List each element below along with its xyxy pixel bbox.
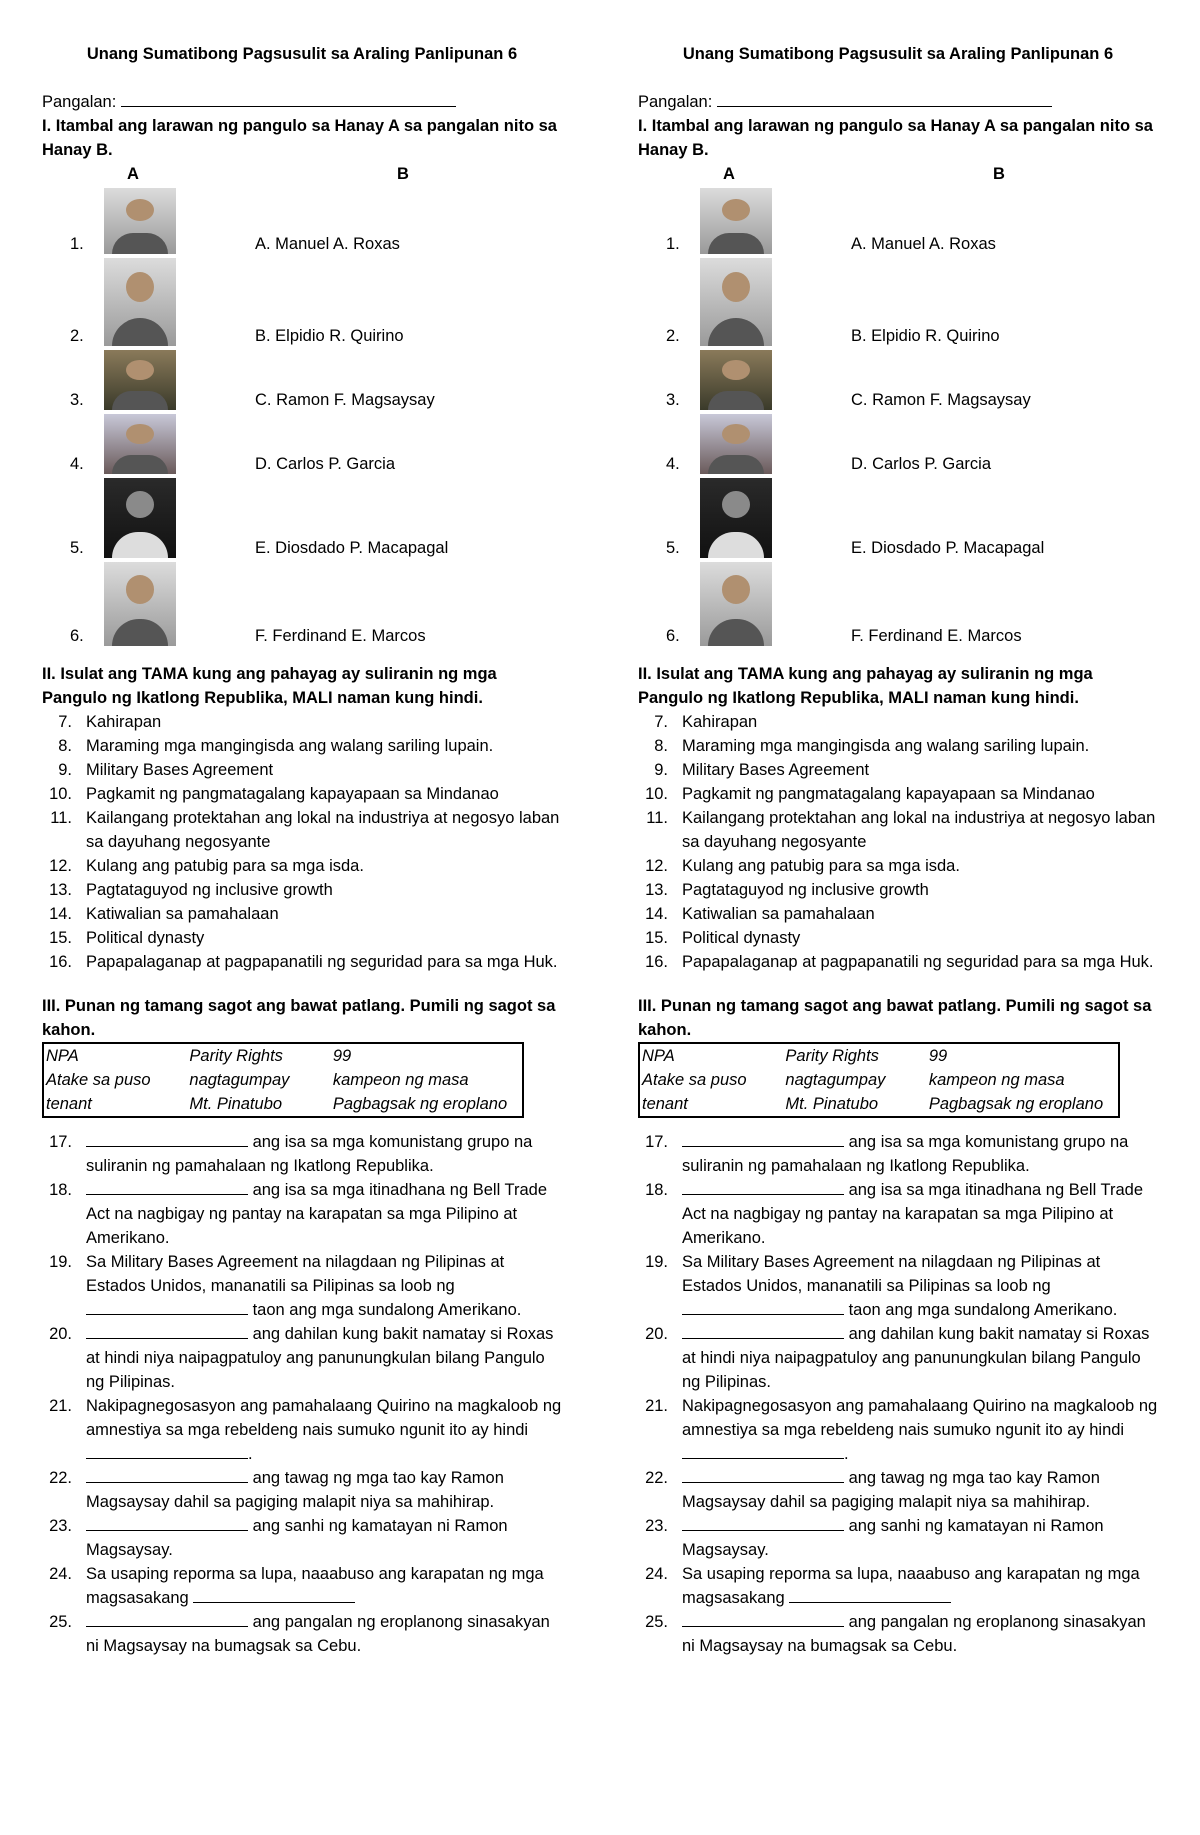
- list-item: [638, 734, 1158, 758]
- list-item: [42, 902, 562, 926]
- item-number: 4.: [666, 455, 680, 473]
- item-number: 17.: [49, 1133, 72, 1151]
- list-item: [42, 950, 562, 974]
- choices-row: [640, 1092, 1118, 1116]
- item-number: 3.: [666, 391, 680, 409]
- matching-row: [638, 560, 1158, 648]
- portrait-icon: [104, 258, 176, 346]
- choice: Mt. Pinatubo: [189, 1095, 283, 1113]
- list-item: [638, 782, 1158, 806]
- item-number: 10.: [49, 785, 72, 803]
- list-item: [42, 1322, 562, 1394]
- item-number: 15.: [645, 929, 668, 947]
- option-label: B. Elpidio R. Quirino: [851, 327, 1000, 345]
- item-number: 6.: [70, 627, 84, 645]
- choice: 99: [332, 1047, 352, 1065]
- item-text: Kulang ang patubig para sa mga isda.: [86, 857, 364, 875]
- name-blank[interactable]: [121, 90, 456, 107]
- list-item: [638, 1514, 1158, 1562]
- matching-list: [42, 186, 562, 648]
- choices-row: [44, 1044, 522, 1068]
- item-text-after: ang pangalan ng eroplanong sinasakyan ni Magsaysay na bumagsak sa Cebu.: [682, 1613, 1146, 1655]
- matching-row: [638, 348, 1158, 412]
- item-number: 5.: [666, 539, 680, 557]
- item-text-before: Sa Military Bases Agreement na nilagdaan ng Pilipinas at Estados Unidos, mananatili sa Pilipinas sa loob ng: [682, 1253, 1101, 1295]
- answer-blank[interactable]: [682, 1466, 844, 1483]
- portrait-icon: [700, 562, 772, 646]
- item-number: 4.: [70, 455, 84, 473]
- item-text: Papapalaganap at pagpapanatili ng seguridad para sa mga Huk.: [682, 953, 1154, 971]
- choice: kampeon ng masa: [928, 1071, 1065, 1089]
- item-text-after: .: [248, 1445, 253, 1463]
- list-item: [638, 878, 1158, 902]
- list-item: [42, 878, 562, 902]
- list-item: [42, 1466, 562, 1514]
- item-number: 21.: [645, 1397, 668, 1415]
- item-text: Katiwalian sa pamahalaan: [682, 905, 875, 923]
- matching-row: [42, 476, 562, 560]
- section1-heading: I. Itambal ang larawan ng pangulo sa Hanay A sa pangalan nito sa Hanay B.: [638, 117, 1153, 159]
- answer-blank[interactable]: [682, 1298, 844, 1315]
- list-item: [638, 950, 1158, 974]
- item-text-after: .: [844, 1445, 849, 1463]
- list-item: [638, 1394, 1158, 1466]
- item-number: 7.: [58, 713, 72, 731]
- item-number: 22.: [645, 1469, 668, 1487]
- choice: Pagbagsak ng eroplano: [928, 1095, 1104, 1113]
- list-item: [638, 1322, 1158, 1394]
- answer-blank[interactable]: [86, 1322, 248, 1339]
- option-label: F. Ferdinand E. Marcos: [255, 627, 426, 645]
- item-text-after: ang pangalan ng eroplanong sinasakyan ni Magsaysay na bumagsak sa Cebu.: [86, 1613, 550, 1655]
- choice: Atake sa puso: [46, 1071, 151, 1089]
- item-text: Kahirapan: [682, 713, 758, 731]
- list-item: [638, 1250, 1158, 1322]
- item-text-after: ang dahilan kung bakit namatay si Roxas at hindi niya naipagpatuloy ang panunungkulan bilang Pangulo ng Pilipinas.: [86, 1325, 554, 1391]
- item-text-after: ang dahilan kung bakit namatay si Roxas at hindi niya naipagpatuloy ang panunungkulan bilang Pangulo ng Pilipinas.: [682, 1325, 1150, 1391]
- list-item: [638, 1466, 1158, 1514]
- item-text-before: Nakipagnegosasyon ang pamahalaang Quirino na magkaloob ng amnestiya sa mga rebeldeng nais sumuko ngunit ito ay hindi: [86, 1397, 562, 1439]
- item-text: Pagkamit ng pangmatagalang kapayapaan sa Mindanao: [682, 785, 1095, 803]
- choices-row: [44, 1092, 522, 1116]
- item-number: 2.: [70, 327, 84, 345]
- item-number: 11.: [50, 809, 72, 827]
- item-number: 21.: [49, 1397, 72, 1415]
- list-item: [42, 1178, 562, 1250]
- matching-row: [42, 256, 562, 348]
- answer-blank[interactable]: [682, 1178, 844, 1195]
- item-number: 2.: [666, 327, 680, 345]
- portrait-icon: [104, 562, 176, 646]
- page-title: Unang Sumatibong Pagsusulit sa Araling Panlipunan 6: [86, 45, 518, 63]
- item-text-before: Sa usaping reporma sa lupa, naaabuso ang karapatan ng mga magsasakang: [682, 1565, 1140, 1607]
- true-false-list: [42, 710, 562, 974]
- list-item: [42, 1250, 562, 1322]
- item-text: Maraming mga mangingisda ang walang sariling lupain.: [86, 737, 494, 755]
- matching-list: [638, 186, 1158, 648]
- item-number: 16.: [645, 953, 668, 971]
- choice: kampeon ng masa: [332, 1071, 469, 1089]
- item-number: 25.: [49, 1613, 72, 1631]
- item-number: 9.: [58, 761, 72, 779]
- item-text-after: ang sanhi ng kamatayan ni Ramon Magsaysay.: [682, 1517, 1104, 1559]
- choice: Atake sa puso: [642, 1071, 747, 1089]
- list-item: [42, 854, 562, 878]
- item-text: Military Bases Agreement: [86, 761, 274, 779]
- choice: nagtagumpay: [785, 1071, 886, 1089]
- matching-row: [42, 186, 562, 256]
- item-text: Political dynasty: [682, 929, 801, 947]
- item-number: 10.: [645, 785, 668, 803]
- matching-row: [42, 348, 562, 412]
- choice: tenant: [642, 1095, 688, 1113]
- item-text: Kailangang protektahan ang lokal na industriya at negosyo laban sa dayuhang negosyante: [86, 809, 560, 851]
- list-item: [638, 806, 1158, 854]
- item-number: 8.: [58, 737, 72, 755]
- item-number: 12.: [645, 857, 668, 875]
- name-field: [638, 90, 1158, 114]
- list-item: [638, 1178, 1158, 1250]
- item-number: 14.: [49, 905, 72, 923]
- choices-row: [640, 1044, 1118, 1068]
- option-label: E. Diosdado P. Macapagal: [255, 539, 449, 557]
- matching-row: [638, 186, 1158, 256]
- list-item: [42, 758, 562, 782]
- item-text: Kailangang protektahan ang lokal na industriya at negosyo laban sa dayuhang negosyante: [682, 809, 1156, 851]
- item-number: 1.: [70, 235, 84, 253]
- name-field: [42, 90, 562, 114]
- item-text: Maraming mga mangingisda ang walang sariling lupain.: [682, 737, 1090, 755]
- answer-choices-box: [638, 1042, 1120, 1118]
- portrait-icon: [700, 258, 772, 346]
- item-text: Papapalaganap at pagpapanatili ng seguridad para sa mga Huk.: [86, 953, 558, 971]
- answer-blank[interactable]: [86, 1298, 248, 1315]
- list-item: [638, 758, 1158, 782]
- portrait-icon: [700, 478, 772, 558]
- choice: NPA: [46, 1047, 79, 1065]
- column-headers: [42, 162, 562, 186]
- answer-blank[interactable]: [682, 1514, 844, 1531]
- answer-blank[interactable]: [789, 1586, 951, 1603]
- item-text-after: taon ang mga sundalong Amerikano.: [248, 1301, 522, 1319]
- choice: Pagbagsak ng eroplano: [332, 1095, 508, 1113]
- section3-heading: III. Punan ng tamang sagot ang bawat patlang. Pumili ng sagot sa kahon.: [42, 997, 556, 1039]
- name-blank[interactable]: [717, 90, 1052, 107]
- list-item: [638, 710, 1158, 734]
- item-number: 20.: [645, 1325, 668, 1343]
- list-item: [42, 734, 562, 758]
- item-number: 18.: [645, 1181, 668, 1199]
- item-number: 18.: [49, 1181, 72, 1199]
- column-a-label: A: [723, 165, 735, 183]
- list-item: [638, 926, 1158, 950]
- item-text-before: Nakipagnegosasyon ang pamahalaang Quirino na magkaloob ng amnestiya sa mga rebeldeng nais sumuko ngunit ito ay hindi: [682, 1397, 1158, 1439]
- item-text-after: taon ang mga sundalong Amerikano.: [844, 1301, 1118, 1319]
- choice: NPA: [642, 1047, 675, 1065]
- item-number: 8.: [654, 737, 668, 755]
- option-label: D. Carlos P. Garcia: [851, 455, 991, 473]
- item-text: Pagtataguyod ng inclusive growth: [86, 881, 333, 899]
- list-item: [42, 710, 562, 734]
- list-item: [42, 782, 562, 806]
- fill-in-list: [42, 1130, 562, 1658]
- choice: nagtagumpay: [189, 1071, 290, 1089]
- answer-blank[interactable]: [86, 1130, 248, 1147]
- answer-blank[interactable]: [682, 1130, 844, 1147]
- portrait-icon: [104, 478, 176, 558]
- list-item: [42, 926, 562, 950]
- portrait-icon: [700, 414, 772, 474]
- worksheet-copy-left: [42, 0, 562, 1658]
- portrait-icon: [700, 350, 772, 410]
- choice: Parity Rights: [189, 1047, 283, 1065]
- answer-blank[interactable]: [682, 1442, 844, 1459]
- section2-heading: II. Isulat ang TAMA kung ang pahayag ay suliranin ng mga Pangulo ng Ikatlong Republika, MALI naman kung hindi.: [42, 665, 497, 707]
- name-label: Pangalan:: [638, 93, 713, 111]
- option-label: A. Manuel A. Roxas: [851, 235, 996, 253]
- name-label: Pangalan:: [42, 93, 117, 111]
- portrait-icon: [104, 414, 176, 474]
- item-number: 19.: [645, 1253, 668, 1271]
- item-text-before: Sa usaping reporma sa lupa, naaabuso ang karapatan ng mga magsasakang: [86, 1565, 544, 1607]
- column-b-label: B: [397, 165, 409, 183]
- matching-row: [638, 476, 1158, 560]
- answer-blank[interactable]: [682, 1322, 844, 1339]
- item-text: Pagkamit ng pangmatagalang kapayapaan sa Mindanao: [86, 785, 499, 803]
- section2-heading: II. Isulat ang TAMA kung ang pahayag ay suliranin ng mga Pangulo ng Ikatlong Republika, MALI naman kung hindi.: [638, 665, 1093, 707]
- answer-choices-box: [42, 1042, 524, 1118]
- item-number: 11.: [646, 809, 668, 827]
- option-label: D. Carlos P. Garcia: [255, 455, 395, 473]
- item-text: Kahirapan: [86, 713, 162, 731]
- answer-blank[interactable]: [193, 1586, 355, 1603]
- item-number: 16.: [49, 953, 72, 971]
- item-text: Kulang ang patubig para sa mga isda.: [682, 857, 960, 875]
- item-number: 9.: [654, 761, 668, 779]
- item-number: 15.: [49, 929, 72, 947]
- list-item: [638, 1562, 1158, 1610]
- choices-row: [640, 1068, 1118, 1092]
- section1-heading: I. Itambal ang larawan ng pangulo sa Hanay A sa pangalan nito sa Hanay B.: [42, 117, 557, 159]
- section3-heading: III. Punan ng tamang sagot ang bawat patlang. Pumili ng sagot sa kahon.: [638, 997, 1152, 1039]
- option-label: F. Ferdinand E. Marcos: [851, 627, 1022, 645]
- matching-row: [42, 560, 562, 648]
- item-number: 24.: [49, 1565, 72, 1583]
- item-text-after: ang isa sa mga itinadhana ng Bell Trade Act na nagbigay ng pantay na karapatan sa mga Pilipino at Amerikano.: [86, 1181, 548, 1247]
- item-number: 5.: [70, 539, 84, 557]
- list-item: [42, 1562, 562, 1610]
- item-text-after: ang tawag ng mga tao kay Ramon Magsaysay dahil sa pagiging malapit niya sa mahihirap.: [86, 1469, 504, 1511]
- portrait-icon: [700, 188, 772, 254]
- true-false-list: [638, 710, 1158, 974]
- item-number: 17.: [645, 1133, 668, 1151]
- option-label: A. Manuel A. Roxas: [255, 235, 400, 253]
- option-label: C. Ramon F. Magsaysay: [851, 391, 1031, 409]
- answer-blank[interactable]: [86, 1178, 248, 1195]
- worksheet-copy-right: [638, 0, 1158, 1658]
- choice: 99: [928, 1047, 948, 1065]
- answer-blank[interactable]: [86, 1442, 248, 1459]
- answer-blank[interactable]: [682, 1610, 844, 1627]
- matching-row: [638, 256, 1158, 348]
- item-number: 14.: [645, 905, 668, 923]
- option-label: B. Elpidio R. Quirino: [255, 327, 404, 345]
- item-text-after: ang isa sa mga komunistang grupo na suliranin ng pamahalaan ng Ikatlong Republika.: [682, 1133, 1129, 1175]
- item-number: 3.: [70, 391, 84, 409]
- item-number: 1.: [666, 235, 680, 253]
- portrait-icon: [104, 350, 176, 410]
- matching-row: [638, 412, 1158, 476]
- item-text: Katiwalian sa pamahalaan: [86, 905, 279, 923]
- list-item: [42, 1130, 562, 1178]
- answer-blank[interactable]: [86, 1514, 248, 1531]
- answer-blank[interactable]: [86, 1466, 248, 1483]
- item-number: 13.: [49, 881, 72, 899]
- item-number: 23.: [645, 1517, 668, 1535]
- item-number: 25.: [645, 1613, 668, 1631]
- item-text-after: ang sanhi ng kamatayan ni Ramon Magsaysay.: [86, 1517, 508, 1559]
- list-item: [638, 1130, 1158, 1178]
- choices-row: [44, 1068, 522, 1092]
- item-number: 6.: [666, 627, 680, 645]
- item-text: Political dynasty: [86, 929, 205, 947]
- choice: tenant: [46, 1095, 92, 1113]
- option-label: C. Ramon F. Magsaysay: [255, 391, 435, 409]
- list-item: [638, 902, 1158, 926]
- item-text: Military Bases Agreement: [682, 761, 870, 779]
- list-item: [42, 1514, 562, 1562]
- portrait-icon: [104, 188, 176, 254]
- item-text-before: Sa Military Bases Agreement na nilagdaan ng Pilipinas at Estados Unidos, mananatili sa Pilipinas sa loob ng: [86, 1253, 505, 1295]
- column-b-label: B: [993, 165, 1005, 183]
- item-number: 19.: [49, 1253, 72, 1271]
- list-item: [42, 806, 562, 854]
- item-text-after: ang tawag ng mga tao kay Ramon Magsaysay dahil sa pagiging malapit niya sa mahihirap.: [682, 1469, 1100, 1511]
- list-item: [42, 1394, 562, 1466]
- item-number: 22.: [49, 1469, 72, 1487]
- choice: Mt. Pinatubo: [785, 1095, 879, 1113]
- option-label: E. Diosdado P. Macapagal: [851, 539, 1045, 557]
- column-headers: [638, 162, 1158, 186]
- matching-row: [42, 412, 562, 476]
- page-title: Unang Sumatibong Pagsusulit sa Araling Panlipunan 6: [682, 45, 1114, 63]
- item-number: 13.: [645, 881, 668, 899]
- fill-in-list: [638, 1130, 1158, 1658]
- list-item: [638, 1610, 1158, 1658]
- list-item: [638, 854, 1158, 878]
- item-number: 24.: [645, 1565, 668, 1583]
- list-item: [42, 1610, 562, 1658]
- answer-blank[interactable]: [86, 1610, 248, 1627]
- item-number: 12.: [49, 857, 72, 875]
- item-text-after: ang isa sa mga komunistang grupo na suliranin ng pamahalaan ng Ikatlong Republika.: [86, 1133, 533, 1175]
- item-text-after: ang isa sa mga itinadhana ng Bell Trade Act na nagbigay ng pantay na karapatan sa mga Pilipino at Amerikano.: [682, 1181, 1144, 1247]
- item-text: Pagtataguyod ng inclusive growth: [682, 881, 929, 899]
- item-number: 23.: [49, 1517, 72, 1535]
- choice: Parity Rights: [785, 1047, 879, 1065]
- item-number: 20.: [49, 1325, 72, 1343]
- item-number: 7.: [654, 713, 668, 731]
- column-a-label: A: [127, 165, 139, 183]
